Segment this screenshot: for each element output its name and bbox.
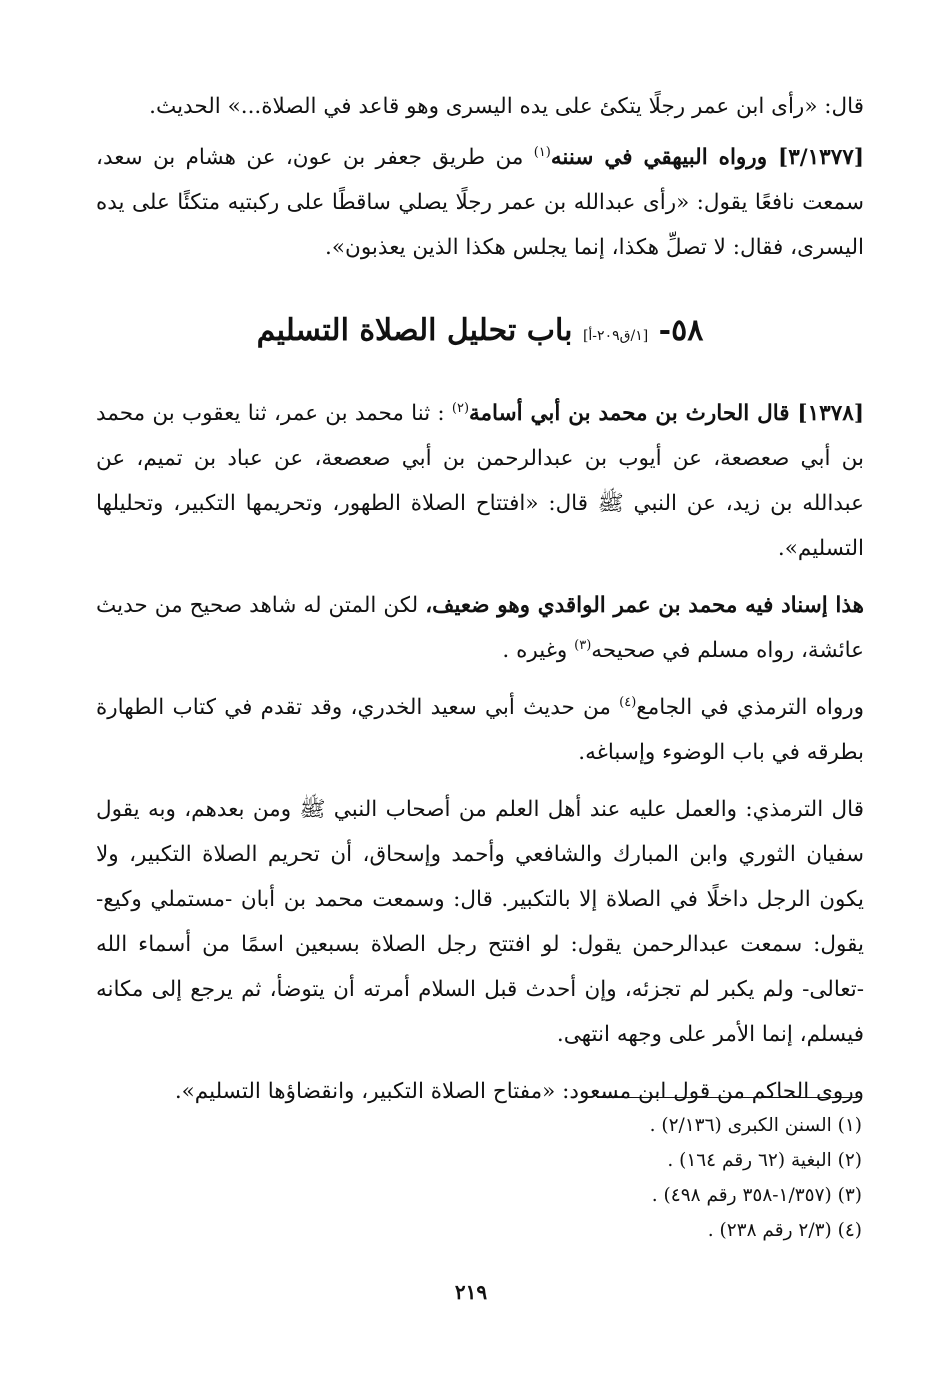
paragraph-text: من طريق جعفر بن عون، عن هشام بن سعد، سمعت نافعًا يقول: «رأى عبدالله بن عمر رجلًا يصلي ساقطًا على ركبتيه متكئًا على يده اليسرى، فقال: لا تصلِّ هكذا، إنما يجلس هكذا الذين يعذبون». <box>96 145 864 260</box>
footnote-ref[interactable]: (٢) <box>451 400 470 416</box>
paragraph-isnad-grading <box>96 583 864 673</box>
chapter-title: باب تحليل الصلاة التسليم <box>256 313 573 348</box>
chapter-heading <box>96 306 864 361</box>
paragraph-text: قال: «رأى ابن عمر رجلًا يتكئ على يده اليسرى وهو قاعد في الصلاة...» الحديث. <box>149 94 864 119</box>
page-number: ٢١٩ <box>454 1280 488 1304</box>
footnotes <box>96 1108 862 1248</box>
paragraph-text: : ثنا محمد بن عمر، ثنا يعقوب بن محمد بن أبي صعصعة، عن أيوب بن عبدالرحمن بن أبي صعصعة، عن عباد بن تميم، عن عبدالله بن زيد، عن النبي ﷺ قال: «افتتاح الصلاة الطهور، وتحريمها التكبير، وتحليلها التسليم». <box>96 401 864 561</box>
footnote-ref[interactable]: (٣) <box>574 637 592 653</box>
paragraph-text: قال الترمذي: والعمل عليه عند أهل العلم من أصحاب النبي ﷺ ومن بعدهم، وبه يقول سفيان الثوري وابن المبارك والشافعي وأحمد وإسحاق، أن تحريم الصلاة التكبير، ولا يكون الرجل داخلًا في الصلاة إلا بالتكبير. قال: وسمعت محمد بن أبان -مستملي وكيع- يقول: سمعت عبدالرحمن يقول: لو افتتح رجل الصلاة بسبعين اسمًا من أسماء الله -تعالى- ولم يكبر لم تجزئه، وإن أحدث قبل السلام أمرته أن يتوضأ، ثم يرجع إلى مكانه فيسلم، إنما الأمر على وجهه انتهى. <box>96 797 864 1047</box>
footnote-3: (٣) (١/٣٥٧-٣٥٨ رقم ٤٩٨) . <box>651 1185 862 1206</box>
paragraph-text: وروى الحاكم من قول ابن مسعود: «مفتاح الصلاة التكبير، وانقضاؤها التسليم». <box>174 1079 864 1104</box>
footnote-1: (١) السنن الكبرى (٢/١٣٦) . <box>649 1115 862 1136</box>
paragraph-text: ورواه الترمذي في الجامع <box>636 695 864 720</box>
paragraph-tirmidhi-narration <box>96 685 864 775</box>
footnote-divider <box>597 1097 857 1098</box>
narration-lead: [٣/١٣٧٧] ورواه البيهقي في سننه <box>550 145 865 170</box>
manuscript-ref: [١/ق٢٠٩-أ] <box>582 328 649 344</box>
paragraph-text: من حديث أبي سعيد الخدري، وقد تقدم في كتاب الطهارة بطرقه في باب الوضوء وإسباغه. <box>96 695 864 765</box>
paragraph-text: وغيره . <box>502 638 575 663</box>
footnote-4: (٤) (٢/٣ رقم ٢٣٨) . <box>707 1220 862 1241</box>
narration-lead: [١٣٧٨] قال الحارث بن محمد بن أبي أسامة <box>469 401 864 426</box>
chapter-number: ٥٨- <box>658 313 704 348</box>
paragraph-bayhaqi <box>96 135 864 270</box>
paragraph-text: لكن المتن له شاهد صحيح من حديث عائشة، رواه مسلم في صحيحه <box>96 593 864 663</box>
page-body <box>96 84 864 1126</box>
footnote-ref[interactable]: (٤) <box>619 694 637 710</box>
footnote-2: (٢) البغية (٦٢ رقم ١٦٤) . <box>667 1150 862 1171</box>
paragraph-harith <box>96 391 864 571</box>
grading-lead: هذا إسناد فيه محمد بن عمر الواقدي وهو ضعيف، <box>425 593 864 618</box>
footnote-ref[interactable]: (١) <box>533 144 551 160</box>
paragraph-quote-ibn-umar <box>96 84 864 129</box>
paragraph-tirmidhi-comment <box>96 787 864 1057</box>
